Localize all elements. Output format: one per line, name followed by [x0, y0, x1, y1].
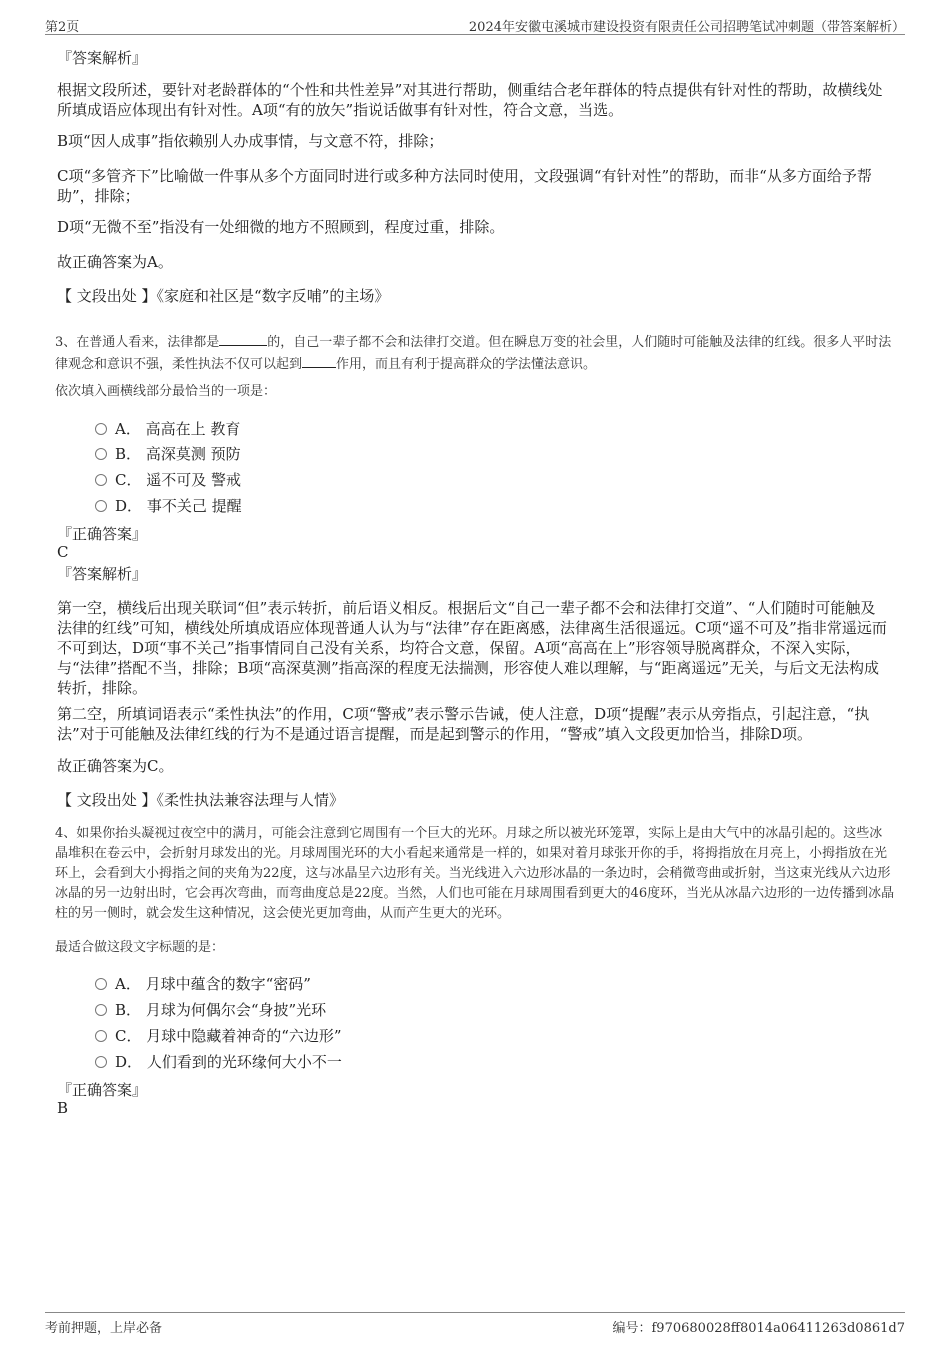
q2-source	[57, 286, 887, 306]
option-letter: A．	[115, 420, 141, 438]
q2-analysis-para-4: D项“无微不至”指没有一处细微的地方不照顾到，程度过重，排除。	[57, 218, 505, 236]
q3-analysis-para-2: 第二空，所填词语表示“柔性执法”的作用，C项“警戒”表示警示告诫，使人注意，D项“提醒”表示从旁指点，引起注意，“执法”对于可能触及法律红线的行为不是通过语言提醒，而是起到警示的作用，“警戒”填入文段更加恰当，排除D项。	[57, 705, 870, 743]
q3-source-title: 《柔性执法兼容法理与人情》	[156, 791, 345, 809]
q3-stem-part-2: 的，自己一辈子都不会和法律打交道。但在瞬息万变的社会里，人们随时可能触及法律的红线。很多人平时法律观念和意识不强，柔性执法不仅可以起到	[55, 335, 892, 372]
radio-icon[interactable]	[95, 1030, 107, 1042]
radio-icon[interactable]	[95, 474, 107, 486]
document-id: 编号：f970680028ff8014a06411263d0861d7	[612, 1321, 905, 1336]
option-letter: A．	[115, 975, 141, 993]
q3-analysis-para-1: 第一空，横线后出现关联词“但”表示转折，前后语义相反。根据后文“自己一辈子都不会和法律打交道”、“人们随时可能触及法律的红线”可知，横线处所填成语应体现普通人认为与“法律”存在距离感，法律离生活很遥远。C项“遥不可及”指非常遥远而不可到达，D项“事不关己”指事情同自己没有关系，均符合文意，保留。A项“高高在上”形容领导脱离群众，不深入实际，与“法律”搭配不当，排除；B项“高深莫测”指高深的程度无法揣测，形容使人难以理解，与“距离遥远”无关，与后文无法构成转折，排除。	[57, 599, 887, 697]
q4-option-c[interactable]	[95, 1026, 342, 1046]
radio-icon[interactable]	[95, 978, 107, 990]
q3-option-d[interactable]	[95, 496, 242, 516]
option-letter: D．	[115, 1053, 143, 1071]
option-letter: D．	[115, 497, 143, 515]
radio-icon[interactable]	[95, 423, 107, 435]
q4-option-b[interactable]	[95, 1000, 326, 1020]
page-header	[45, 14, 905, 35]
q4-correct-label: 『正确答案』	[57, 1081, 148, 1099]
option-text: 月球中隐藏着神奇的“六边形”	[146, 1027, 342, 1045]
q2-analysis-para-3: C项“多管齐下”比喻做一件事从多个方面同时进行或多种方法同时使用，文段强调“有针对性”的帮助，而非“从多方面给予帮助”，排除；	[57, 167, 872, 205]
q3-stem-part-1: 3、在普通人看来，法律都是	[55, 335, 220, 350]
q3-option-b[interactable]	[95, 444, 241, 464]
q3-stem	[55, 331, 895, 375]
option-letter: C．	[115, 471, 142, 489]
q3-source-label: 【 文段出处 】	[57, 791, 157, 809]
document-title: 2024年安徽屯溪城市建设投资有限责任公司招聘笔试冲刺题（带答案解析）	[468, 20, 905, 35]
q3-analysis-label: 『答案解析』	[57, 565, 148, 583]
q2-source-label: 【 文段出处 】	[57, 287, 157, 305]
radio-icon[interactable]	[95, 1056, 107, 1068]
q3-stem-part-3: 作用，而且有利于提高群众的学法懂法意识。	[336, 357, 597, 372]
q3-option-a[interactable]	[95, 419, 240, 439]
q3-blank-2	[302, 353, 336, 368]
radio-icon[interactable]	[95, 1004, 107, 1016]
q4-option-d[interactable]	[95, 1052, 342, 1072]
q3-correct-answer: C	[57, 543, 69, 561]
q4-option-a[interactable]	[95, 974, 311, 994]
option-text: 月球为何偶尔会“身披”光环	[145, 1001, 327, 1019]
q4-stem: 4、如果你抬头凝视过夜空中的满月，可能会注意到它周围有一个巨大的光环。月球之所以被光环笼罩，实际上是由大气中的冰晶引起的。这些冰晶堆积在卷云中，会折射月球发出的光。月球周围光环的大小看起来通常是一样的，如果对着月球张开你的手，将拇指放在月亮上，小拇指放在光环上，会看到大小拇指之间的夹角为22度，这与冰晶呈六边形有关。当光线进入六边形冰晶的一条边时，会稍微弯曲或折射，当这束光线从六边形冰晶的另一边射出时，它会再次弯曲，而弯曲度总是22度。当然，人们也可能在月球周围看到更大的46度环，当光从冰晶六边形的一边传播到冰晶柱的另一侧时，就会发生这种情况，这会使光更加弯曲，从而产生更大的光环。	[55, 826, 895, 921]
radio-icon[interactable]	[95, 448, 107, 460]
q2-analysis-para-2: B项“因人成事”指依赖别人办成事情，与文意不符，排除；	[57, 132, 444, 150]
page-number: 第2页	[45, 20, 80, 35]
q3-source	[57, 790, 887, 810]
q2-source-title: 《家庭和社区是“数字反哺”的主场》	[156, 287, 390, 305]
q2-analysis-label: 『答案解析』	[57, 49, 148, 67]
option-text: 事不关己 提醒	[146, 497, 242, 515]
option-letter: C．	[115, 1027, 142, 1045]
option-text: 高高在上 教育	[145, 420, 241, 438]
q3-option-c[interactable]	[95, 470, 241, 490]
option-letter: B．	[115, 445, 142, 463]
option-text: 高深莫测 预防	[145, 445, 241, 463]
q3-blank-1	[219, 331, 267, 346]
q3-prompt: 依次填入画横线部分最恰当的一项是：	[55, 384, 277, 399]
option-text: 遥不可及 警戒	[146, 471, 242, 489]
option-letter: B．	[115, 1001, 142, 1019]
q3-analysis-conclusion: 故正确答案为C。	[57, 757, 174, 775]
option-text: 人们看到的光环缘何大小不一	[146, 1053, 342, 1071]
page-footer	[45, 1312, 905, 1335]
q4-prompt: 最适合做这段文字标题的是：	[55, 940, 225, 955]
q2-analysis-conclusion: 故正确答案为A。	[57, 253, 173, 271]
radio-icon[interactable]	[95, 500, 107, 512]
footer-slogan: 考前押题，上岸必备	[45, 1321, 163, 1336]
q4-correct-answer: B	[57, 1099, 69, 1117]
q2-analysis-para-1: 根据文段所述，要针对老龄群体的“个性和共性差异”对其进行帮助，侧重结合老年群体的特点提供有针对性的帮助，故横线处所填成语应体现出有针对性。A项“有的放矢”指说话做事有针对性，符合文意，当选。	[57, 81, 883, 119]
q3-correct-label: 『正确答案』	[57, 525, 148, 543]
option-text: 月球中蕴含的数字“密码”	[145, 975, 311, 993]
